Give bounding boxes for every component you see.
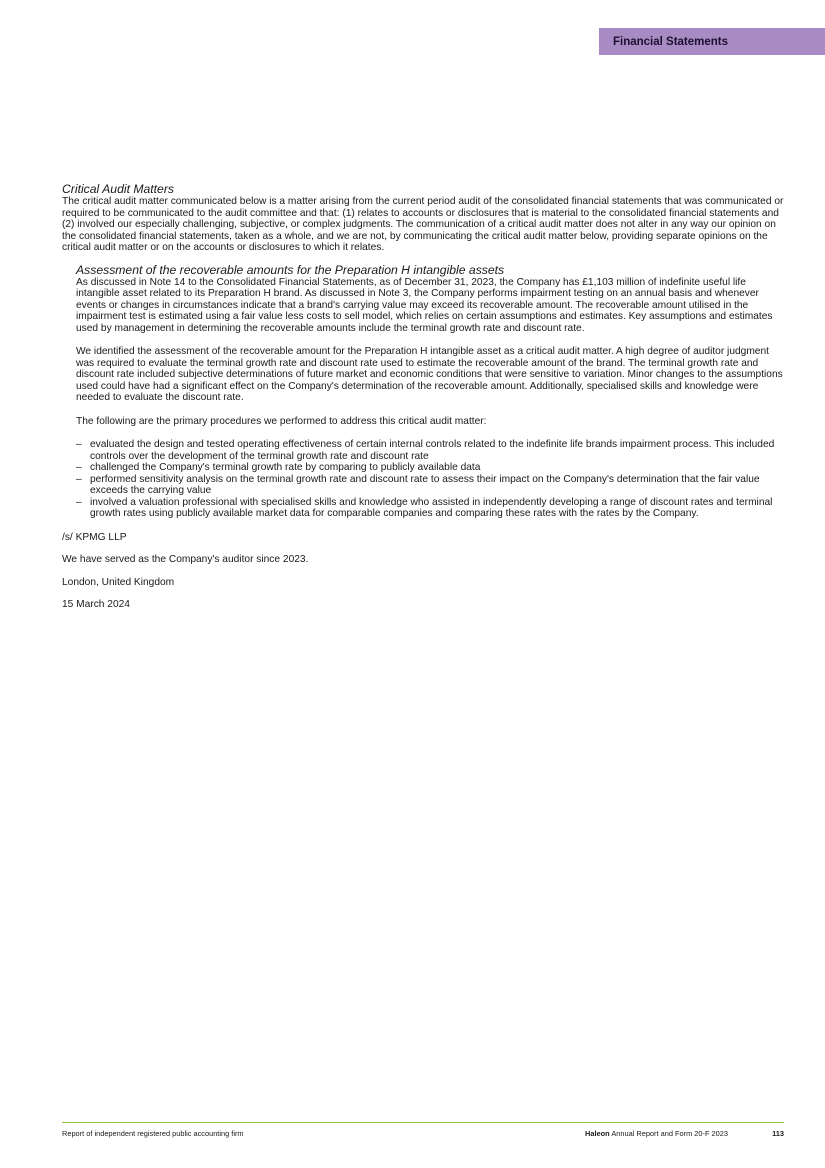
procedures-list [76,439,784,520]
footer-divider [62,1122,784,1123]
list-item [76,462,784,474]
list-item [76,439,784,462]
auditor-tenure: We have served as the Company's auditor since 2023. [62,554,309,565]
page-footer [62,1129,784,1141]
dash-marker: – [76,462,82,473]
cam-heading: Critical Audit Matters [62,182,174,196]
signature-firm: /s/ KPMG LLP [62,531,127,543]
signature-block [62,532,784,611]
procedure-text: evaluated the design and tested operating effectiveness of certain internal controls related to the indefinite life brands impairment process. This included controls over the development of the terminal growth rate and discount rate [90,439,775,462]
report-body [62,183,784,611]
matter-heading: Assessment of the recoverable amounts for the Preparation H intangible assets [76,262,505,277]
list-item [76,474,784,497]
section-label: Financial Statements [613,36,729,48]
footer-section-title: Report of independent registered public accounting firm [62,1129,244,1138]
cam-intro: The critical audit matter communicated below is a matter arising from the current period audit of the consolidated financial statements that was communicated or required to be communicated to the audit committee and that: (1) relates to accounts or disclosures that is material to the consolidated financial statements and (2) involved our especially challenging, subjective, or complex judgments. The communication of a critical audit matter does not alter in any way our opinion on the consolidated financial statements, taken as a whole, and we are not, by communicating the critical audit matter below, providing separate opinions on the critical audit matter or on the accounts or disclosures to which it relates. [62,196,784,253]
signature-location: London, United Kingdom [62,576,175,588]
matter-paragraph-2: We identified the assessment of the recoverable amount for the Preparation H intangible asset as a critical audit matter. A high degree of auditor judgment was required to evaluate the terminal growth rate and discount rate used to estimate the recoverable amount of the brand. The terminal growth rate and discount rate included subjective determinations of future market and economic conditions that were sensitive to variation. Minor changes to the assumptions used could have had a significant effect on the Company's determination of the recoverable amount. Additionally, specialised skills and knowledge were needed to evaluate the discount rate. [76,346,783,403]
footer-report-title: Annual Report and Form 20-F 2023 [611,1129,728,1138]
matter-section [62,264,784,520]
procedure-text: challenged the Company's terminal growth rate by comparing to publicly available data [90,462,481,473]
matter-paragraph-3: The following are the primary procedures we performed to address this critical audit matter: [76,415,487,427]
page-number: 113 [772,1129,784,1138]
footer-brand: Haleon [585,1129,610,1138]
section-tab [599,28,825,55]
procedure-text: performed sensitivity analysis on the terminal growth rate and discount rate to assess their impact on the Company's determination that the fair value exceeds the carrying value [90,473,760,496]
dash-marker: – [76,496,82,508]
signature-date: 15 March 2024 [62,599,130,610]
footer-report-info [585,1129,784,1138]
dash-marker: – [76,439,82,450]
dash-marker: – [76,473,82,485]
procedure-text: involved a valuation professional with specialised skills and knowledge who assisted in independently developing a range of discount rates and terminal growth rates using publicly available market data for comparable companies and comparing these rates with the rates by the Company. [90,496,773,519]
list-item [76,497,784,520]
matter-paragraph-1: As discussed in Note 14 to the Consolidated Financial Statements, as of December 31, 2023, the Company has £1,103 million of indefinite useful life intangible asset related to its Preparation H brand. As discussed in Note 3, the Company performs impairment testing on an annual basis and whenever events or changes in circumstances indicate that a brand's carrying value may exceed its recoverable amount. The recoverable amount utilised in the impairment test is estimated using a fair value less costs to sell model, which relies on certain assumptions and estimates. Key assumptions and estimates used by management in determining the recoverable amounts include the terminal growth rate and discount rate. [76,276,773,334]
